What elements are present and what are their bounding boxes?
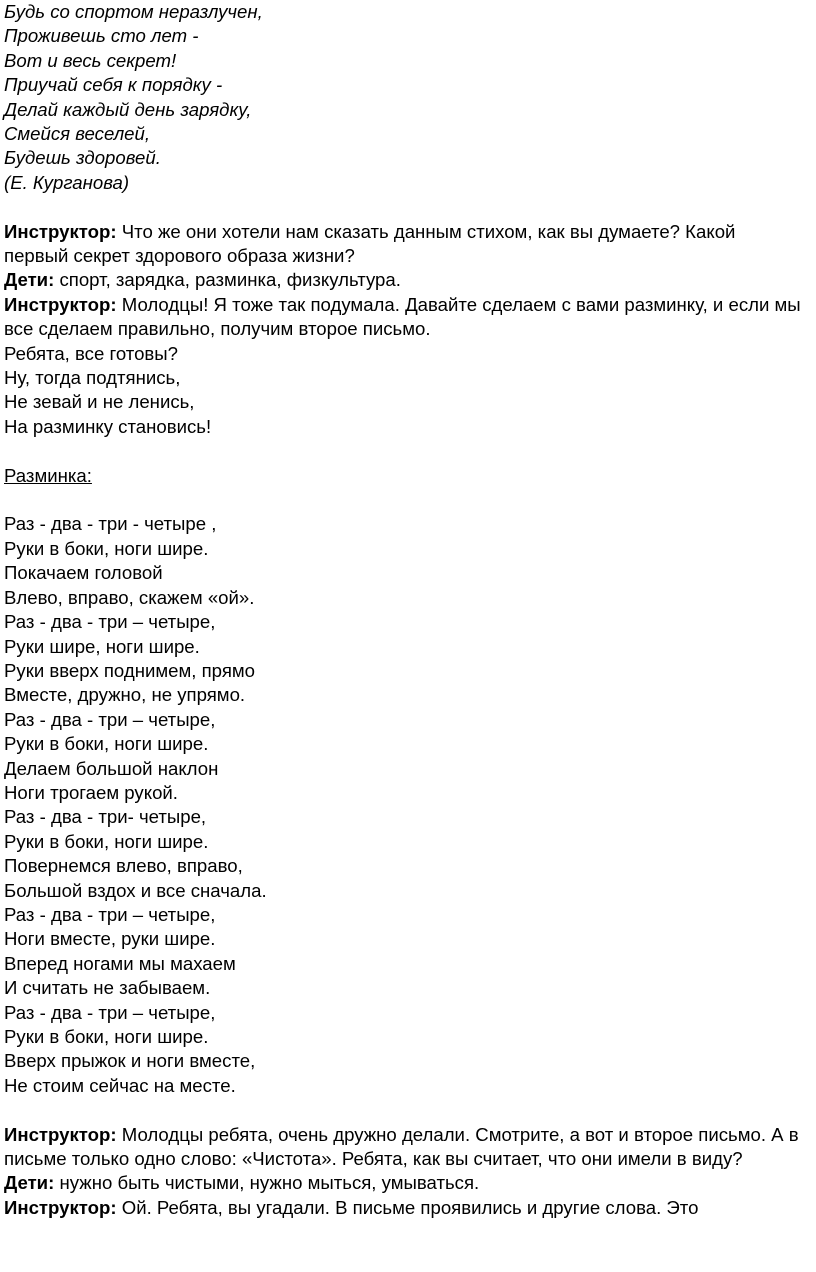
verse-line: Влево, вправо, скажем «ой». — [4, 586, 255, 608]
speaker-label: Дети: — [4, 1172, 55, 1194]
speech-text: Что же они хотели нам сказать данным стихом, как вы думаете? Какой первый секрет здорового образа жизни? — [4, 220, 736, 267]
verse-line: Делаем большой наклон — [4, 757, 219, 779]
speech-text: Ой. Ребята, вы угадали. В письме проявились и другие слова. Это — [116, 1196, 699, 1218]
instructor-paragraph — [4, 220, 804, 269]
poem-line: Проживешь сто лет - — [4, 25, 199, 47]
speaker-label: Инструктор: — [4, 293, 117, 315]
speaker-label: Инструктор: — [4, 1123, 117, 1145]
poem — [4, 0, 804, 195]
speaker-label: Инструктор: — [4, 220, 117, 242]
blank-line — [4, 488, 804, 512]
blank-line — [4, 1098, 804, 1122]
instructor-paragraph — [4, 293, 804, 342]
speaker-label: Дети: — [4, 269, 55, 291]
poem-author: (Е. Курганова) — [4, 171, 130, 193]
dialogue-block-1 — [4, 220, 804, 440]
verse-line: Вместе, дружно, не упрямо. — [4, 684, 246, 706]
verse-line: Руки в боки, ноги шире. — [4, 1026, 209, 1048]
verse-line: Руки в боки, ноги шире. — [4, 733, 209, 755]
speech-text: нужно быть чистыми, нужно мыться, умываться. — [54, 1172, 480, 1194]
poem-line: Вот и весь секрет! — [4, 49, 177, 71]
speaker-label: Инструктор: — [4, 1196, 117, 1218]
verse-line: Раз - два - три - четыре , — [4, 513, 217, 535]
verse-line: Вперед ногами мы махаем — [4, 952, 236, 974]
poem-line: Смейся веселей, — [4, 123, 151, 145]
verse-line: И считать не забываем. — [4, 977, 211, 999]
verse-line: Раз - два - три – четыре, — [4, 708, 216, 730]
poem-line: Делай каждый день зарядку, — [4, 98, 252, 120]
blank-line — [4, 195, 804, 219]
verse-line: Покачаем головой — [4, 562, 163, 584]
poem-line: Приучай себя к порядку - — [4, 74, 223, 96]
verse-line: Вверх прыжок и ноги вместе, — [4, 1050, 256, 1072]
text-line: На разминку становись! — [4, 415, 212, 437]
verse-line: Руки в боки, ноги шире. — [4, 537, 209, 559]
speech-text: Молодцы ребята, очень дружно делали. Смотрите, а вот и второе письмо. А в письме только одно слово: «Чистота». Ребята, как вы считает, что они имели в виду? — [4, 1123, 799, 1170]
warmup-verse — [4, 512, 804, 1098]
verse-line: Ноги трогаем рукой. — [4, 781, 178, 803]
verse-line: Большой вздох и все сначала. — [4, 879, 267, 901]
verse-line: Раз - два - три – четыре, — [4, 1001, 216, 1023]
verse-line: Раз - два - три – четыре, — [4, 611, 216, 633]
verse-line: Руки в боки, ноги шире. — [4, 830, 209, 852]
instructor-paragraph — [4, 1123, 804, 1172]
dialogue-block-2 — [4, 1123, 804, 1221]
text-line: Ребята, все готовы? — [4, 342, 179, 364]
section-heading: Разминка: — [4, 464, 92, 486]
text-line: Ну, тогда подтянись, — [4, 367, 181, 389]
verse-line: Повернемся влево, вправо, — [4, 855, 243, 877]
speech-text: Молодцы! Я тоже так подумала. Давайте сделаем с вами разминку, и если мы все сделаем правильно, получим второе письмо. — [4, 293, 801, 340]
verse-line: Руки вверх поднимем, прямо — [4, 659, 256, 681]
children-paragraph — [4, 1171, 804, 1195]
verse-line: Руки шире, ноги шире. — [4, 635, 200, 657]
verse-line: Ноги вместе, руки шире. — [4, 928, 216, 950]
text-line: Не зевай и не ленись, — [4, 391, 195, 413]
verse-line: Не стоим сейчас на месте. — [4, 1074, 236, 1096]
verse-line: Раз - два - три- четыре, — [4, 806, 207, 828]
speech-text: спорт, зарядка, разминка, физкультура. — [54, 269, 401, 291]
blank-line — [4, 439, 804, 463]
verse-line: Раз - два - три – четыре, — [4, 903, 216, 925]
instructor-paragraph — [4, 1196, 804, 1220]
poem-line: Будешь здоровей. — [4, 147, 161, 169]
children-paragraph — [4, 268, 804, 292]
poem-line: Будь со спортом неразлучен, — [4, 1, 263, 22]
